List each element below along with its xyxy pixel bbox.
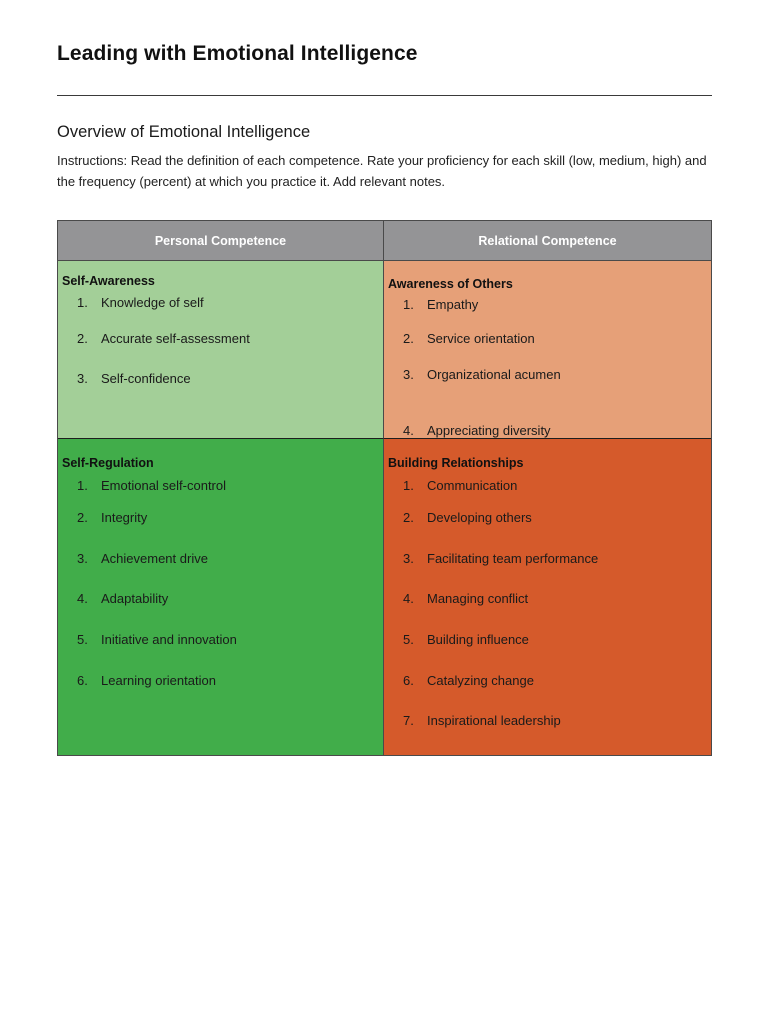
skill-number-label: 5. bbox=[403, 631, 414, 647]
skill-label: Learning orientation bbox=[101, 672, 216, 688]
skill-label: Knowledge of self bbox=[101, 294, 204, 310]
quadrant-heading: Building Relationships bbox=[388, 456, 524, 470]
skill-number bbox=[62, 551, 101, 566]
skill-item bbox=[62, 619, 383, 660]
skill-item bbox=[388, 660, 711, 701]
skill-label: Accurate self-assessment bbox=[101, 330, 250, 346]
skill-number-label: 6. bbox=[403, 672, 414, 688]
instructions-text: Instructions: Read the definition of each competence. Rate your proficiency for each skill (low, medium, high) and the frequency (percent) at which you practice it. Add relevant notes. bbox=[57, 153, 707, 189]
skill-item bbox=[62, 363, 383, 393]
skill-list bbox=[388, 294, 711, 438]
skill-item bbox=[388, 392, 711, 438]
skill-item bbox=[388, 538, 711, 579]
skill-number bbox=[388, 510, 427, 525]
skill-item bbox=[388, 356, 711, 392]
column-header-personal: Personal Competence bbox=[58, 221, 384, 260]
skill-item bbox=[62, 538, 383, 579]
skill-number-label: 3. bbox=[403, 550, 414, 566]
skill-number-label: 4. bbox=[77, 591, 88, 607]
section-heading: Overview of Emotional Intelligence bbox=[57, 123, 311, 141]
skill-number bbox=[62, 591, 101, 606]
quadrant-self-awareness bbox=[58, 260, 384, 438]
skill-label: Communication bbox=[427, 477, 518, 493]
skill-number bbox=[388, 551, 427, 566]
skill-number bbox=[62, 673, 101, 688]
skill-number-label: 3. bbox=[77, 550, 88, 566]
skill-label: Adaptability bbox=[101, 591, 169, 607]
skill-label: Catalyzing change bbox=[427, 672, 534, 688]
skill-number bbox=[62, 632, 101, 647]
skill-label: Self-confidence bbox=[101, 370, 191, 386]
skill-number bbox=[388, 367, 427, 382]
skill-label: Emotional self-control bbox=[101, 477, 226, 493]
skill-number bbox=[62, 478, 101, 493]
skill-item bbox=[62, 660, 383, 701]
skill-label: Service orientation bbox=[427, 330, 535, 346]
quadrant-heading: Self-Regulation bbox=[62, 456, 154, 470]
skill-number bbox=[62, 331, 101, 346]
skill-label: Achievement drive bbox=[101, 550, 208, 566]
skill-number-label: 1. bbox=[77, 294, 88, 310]
skill-label: Organizational acumen bbox=[427, 366, 561, 382]
skill-item bbox=[388, 473, 711, 497]
skill-number-label: 5. bbox=[77, 631, 88, 647]
competence-table bbox=[57, 220, 712, 756]
skill-number bbox=[388, 591, 427, 606]
skill-number-label: 6. bbox=[77, 672, 88, 688]
skill-number-label: 4. bbox=[403, 591, 414, 607]
skill-label: Appreciating diversity bbox=[427, 423, 551, 438]
quadrant-self-regulation bbox=[58, 438, 384, 755]
skill-item bbox=[388, 700, 711, 741]
skill-number-label: 3. bbox=[77, 370, 88, 386]
skill-item bbox=[62, 497, 383, 538]
skill-number bbox=[388, 331, 427, 346]
skill-number bbox=[388, 713, 427, 728]
skill-list bbox=[62, 473, 383, 700]
skill-label: Initiative and innovation bbox=[101, 631, 237, 647]
skill-number-label: 1. bbox=[403, 296, 414, 312]
skill-list bbox=[62, 291, 383, 393]
skill-label: Inspirational leadership bbox=[427, 713, 561, 729]
skill-label: Developing others bbox=[427, 509, 532, 525]
skill-number bbox=[388, 423, 427, 438]
skill-item bbox=[388, 578, 711, 619]
skill-item bbox=[62, 578, 383, 619]
column-header-relational: Relational Competence bbox=[384, 221, 711, 260]
skill-item bbox=[62, 473, 383, 497]
skill-list bbox=[388, 473, 711, 741]
skill-number-label: 2. bbox=[403, 330, 414, 346]
skill-number-label: 2. bbox=[77, 330, 88, 346]
skill-number-label: 1. bbox=[403, 477, 414, 493]
skill-label: Managing conflict bbox=[427, 591, 529, 607]
skill-number bbox=[62, 510, 101, 525]
skill-number-label: 1. bbox=[77, 477, 88, 493]
skill-label: Integrity bbox=[101, 509, 148, 525]
quadrant-building-relationships bbox=[384, 438, 711, 755]
skill-number bbox=[388, 478, 427, 493]
skill-item bbox=[62, 291, 383, 313]
quadrant-heading: Awareness of Others bbox=[388, 277, 513, 291]
skill-item bbox=[388, 294, 711, 314]
page-title: Leading with Emotional Intelligence bbox=[57, 42, 418, 65]
skill-number bbox=[62, 295, 101, 310]
skill-label: Building influence bbox=[427, 631, 529, 647]
skill-label: Empathy bbox=[427, 296, 479, 312]
skill-number bbox=[388, 632, 427, 647]
skill-number-label: 2. bbox=[77, 509, 88, 525]
skill-number bbox=[388, 297, 427, 312]
skill-number-label: 2. bbox=[403, 509, 414, 525]
skill-item bbox=[388, 619, 711, 660]
skill-number-label: 4. bbox=[403, 423, 414, 438]
skill-item bbox=[62, 313, 383, 363]
quadrant-heading: Self-Awareness bbox=[62, 274, 155, 288]
skill-number bbox=[388, 673, 427, 688]
skill-item bbox=[388, 320, 711, 356]
skill-item bbox=[388, 497, 711, 538]
title-divider bbox=[57, 95, 712, 96]
skill-label: Facilitating team performance bbox=[427, 550, 599, 566]
quadrant-awareness-of-others bbox=[384, 260, 711, 438]
skill-number-label: 7. bbox=[403, 713, 414, 729]
skill-number bbox=[62, 371, 101, 386]
skill-number-label: 3. bbox=[403, 366, 414, 382]
